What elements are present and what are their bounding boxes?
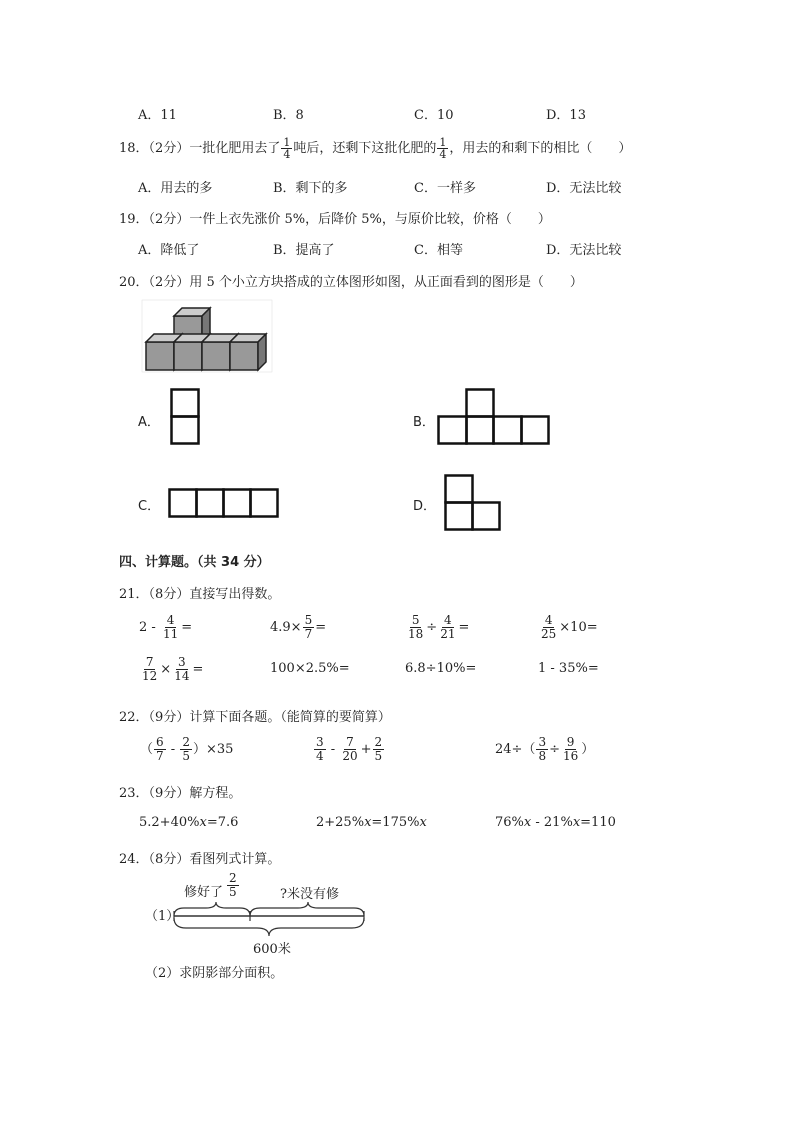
- q18-option-c[interactable]: C．一样多: [414, 181, 476, 196]
- q22-question: 22．（9分）计算下面各题。（能简算的要简算）: [119, 710, 391, 725]
- q17-option-d[interactable]: D．13: [546, 108, 586, 123]
- fraction-numerator: 3: [538, 735, 547, 749]
- fraction-numerator: 9: [566, 735, 575, 749]
- q20-option-d-figure[interactable]: [444, 474, 502, 532]
- q18-text-c: ，用去的和剩下的相比（ ）: [449, 141, 632, 156]
- fraction-numerator: 4: [166, 613, 175, 627]
- q22-expr-1: [140, 736, 233, 763]
- q24-label-unrepaired: ?米没有修: [280, 887, 339, 902]
- fraction: [561, 736, 580, 763]
- fraction-denominator: 8: [538, 749, 547, 763]
- expr-text: 76%: [495, 815, 524, 830]
- fraction-numerator: 7: [145, 655, 154, 669]
- fraction-numerator: 6: [156, 735, 164, 749]
- fraction-denominator: 5: [182, 749, 190, 763]
- expr-text: =: [192, 662, 204, 677]
- q19-option-c[interactable]: C．相等: [414, 243, 463, 258]
- q22-expr-2: [313, 736, 385, 763]
- q24-segment-diagram: [172, 898, 368, 938]
- q24-label-repaired: 修好了: [184, 885, 224, 900]
- fraction-numerator: 1: [439, 136, 447, 149]
- expr-text: -: [326, 742, 340, 757]
- q23-equation-1: [139, 815, 238, 830]
- q20-solid-figure: [140, 298, 274, 374]
- fraction-denominator: 11: [162, 627, 179, 641]
- q24-part-1-label: （1）: [145, 909, 180, 924]
- q20-option-c-label[interactable]: C．: [138, 499, 161, 514]
- expr-text: =: [458, 620, 470, 635]
- q18-score: （2分）: [148, 141, 190, 156]
- fraction-numerator: 4: [544, 613, 553, 627]
- q21-item-7: 6.8÷10%=: [405, 661, 477, 676]
- q18-option-b[interactable]: B．剩下的多: [273, 181, 348, 196]
- q21-item-6: 100×2.5%=: [270, 661, 350, 676]
- fraction: [172, 656, 191, 683]
- fraction: [539, 614, 558, 641]
- fraction-denominator: 18: [408, 627, 424, 641]
- q18-fraction-2: [437, 137, 448, 160]
- fraction: [373, 736, 385, 763]
- expr-text: ×: [160, 662, 172, 677]
- q18-text-a: 一批化肥用去了: [189, 141, 281, 156]
- q24-fraction: [226, 872, 240, 899]
- fraction: [161, 614, 180, 641]
- expr-text: - 21%: [531, 815, 573, 830]
- fraction-denominator: 14: [174, 669, 190, 683]
- q19-option-a[interactable]: A．降低了: [138, 243, 200, 258]
- fraction-numerator: 5: [304, 613, 313, 627]
- expr-text: ）: [581, 742, 595, 757]
- expr-text: ÷: [549, 742, 560, 757]
- q23-equation-3: [495, 815, 616, 830]
- expr-text: 24÷（: [495, 742, 536, 757]
- q17-option-a[interactable]: A．11: [138, 108, 177, 123]
- expr-text: （: [140, 742, 154, 757]
- q18-number: 18．: [119, 141, 149, 156]
- q24-question: 24．（8分）看图列式计算。: [119, 852, 281, 867]
- fraction-denominator: 12: [142, 669, 158, 683]
- q21-item-5: [139, 656, 203, 683]
- q21-item-8: 1 - 35%=: [538, 661, 599, 676]
- q19-question: 19．（2分）一件上衣先涨价 5%，后降价 5%，与原价比较，价格（ ）: [119, 212, 551, 227]
- q21-item-3: [405, 614, 469, 641]
- fraction-denominator: 4: [439, 148, 447, 161]
- variable-x: x: [419, 815, 427, 830]
- q19-option-d[interactable]: D．无法比较: [546, 243, 622, 258]
- variable-x: x: [364, 815, 372, 830]
- q20-option-b-figure[interactable]: [437, 388, 551, 446]
- q17-option-b[interactable]: B．8: [273, 108, 304, 123]
- q18-option-d[interactable]: D．无法比较: [546, 181, 622, 196]
- q21-item-4: [538, 614, 598, 641]
- fraction: [140, 656, 159, 683]
- q21-question: 21．（8分）直接写出得数。: [119, 587, 281, 602]
- expr-text: =: [181, 620, 193, 635]
- fraction: [303, 614, 315, 641]
- fraction-denominator: 4: [283, 148, 291, 161]
- fraction-denominator: 16: [562, 749, 579, 763]
- q24-part-2: （2）求阴影部分面积。: [145, 966, 284, 981]
- q18-option-a[interactable]: A．用去的多: [138, 181, 213, 196]
- fraction-numerator: 3: [178, 655, 186, 669]
- fraction-numerator: 2: [182, 735, 190, 749]
- expr-text: ×10=: [559, 620, 598, 635]
- expr-text: 5.2+40%: [139, 815, 200, 830]
- fraction-denominator: 7: [156, 749, 164, 763]
- expr-text: ÷: [426, 620, 438, 635]
- fraction-numerator: 1: [283, 136, 291, 149]
- fraction-numerator: 3: [316, 735, 324, 749]
- expr-text: 2+25%: [316, 815, 365, 830]
- expr-text: =110: [580, 815, 616, 830]
- q20-question: 20．（2分）用 5 个小立方块搭成的立体图形如图，从正面看到的图形是（ ）: [119, 275, 583, 290]
- q24-total-length: 600米: [253, 942, 291, 957]
- expr-text: 2 -: [139, 620, 160, 635]
- fraction-numerator: 5: [411, 613, 420, 627]
- fraction: [536, 736, 548, 763]
- q17-option-c[interactable]: C．10: [414, 108, 454, 123]
- fraction-numerator: 2: [374, 735, 383, 749]
- q18-text-b: 吨后，还剩下这批化肥的: [293, 141, 437, 156]
- fraction: [406, 614, 425, 641]
- expr-text: =: [315, 620, 327, 635]
- variable-x: x: [199, 815, 207, 830]
- q18-question: [119, 136, 631, 162]
- section-4-heading: 四、计算题。（共 34 分）: [119, 555, 270, 570]
- fraction-denominator: 7: [304, 627, 313, 641]
- q23-question: 23．（9分）解方程。: [119, 786, 242, 801]
- fraction-denominator: 4: [316, 749, 324, 763]
- expr-text: 4.9×: [270, 620, 302, 635]
- fraction-numerator: 2: [229, 871, 237, 885]
- q20-option-c-figure[interactable]: [168, 488, 280, 518]
- q21-item-2: [270, 614, 326, 641]
- fraction: [154, 736, 166, 763]
- expr-text: -: [166, 742, 180, 757]
- fraction: [180, 736, 192, 763]
- variable-x: x: [572, 815, 581, 830]
- expr-text: +: [360, 742, 372, 757]
- q21-item-1: [139, 614, 192, 641]
- fraction: [438, 614, 457, 641]
- q20-option-a-figure[interactable]: [170, 388, 200, 446]
- fraction-denominator: 5: [229, 885, 237, 899]
- q18-fraction-1: [281, 137, 292, 160]
- fraction-numerator: 7: [346, 735, 354, 749]
- fraction-denominator: 20: [342, 749, 358, 763]
- fraction-denominator: 25: [541, 627, 557, 641]
- q20-option-a-label[interactable]: A．: [138, 415, 160, 430]
- q23-equation-2: [316, 815, 427, 830]
- fraction: [227, 872, 239, 899]
- fraction: [340, 736, 359, 763]
- fraction-denominator: 21: [440, 627, 456, 641]
- expr-text: =175%: [371, 815, 420, 830]
- expr-text: =7.6: [206, 815, 239, 830]
- q20-option-d-label[interactable]: D．: [413, 499, 437, 514]
- q22-expr-3: [495, 736, 594, 763]
- q19-option-b[interactable]: B．提高了: [273, 243, 335, 258]
- fraction-numerator: 4: [444, 613, 452, 627]
- expr-text: ）×35: [192, 742, 234, 757]
- q20-option-b-label[interactable]: B．: [413, 415, 435, 430]
- fraction-denominator: 5: [374, 749, 383, 763]
- fraction: [314, 736, 326, 763]
- variable-x: x: [523, 815, 532, 830]
